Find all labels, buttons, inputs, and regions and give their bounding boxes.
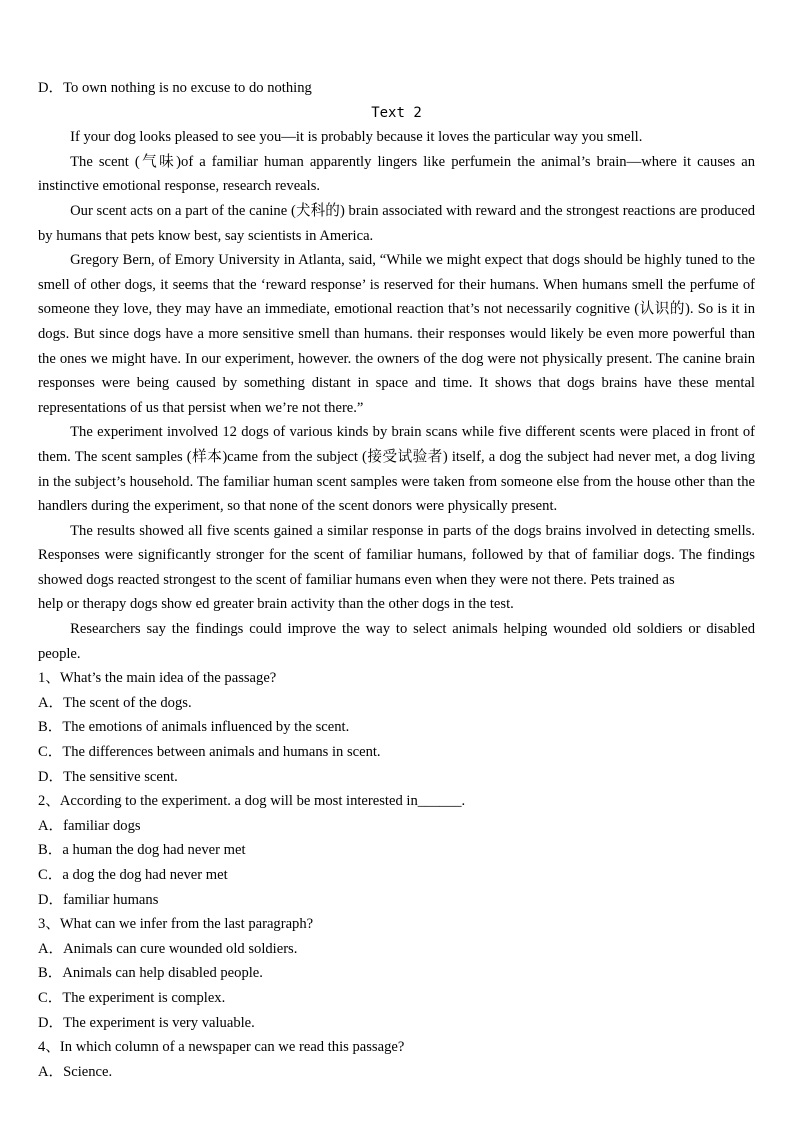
question-2-option-d: D．familiar humans xyxy=(38,891,159,908)
paragraph-1: If your dog looks pleased to see you—it is probably because it loves the particular way you smell. xyxy=(70,129,643,146)
question-2-option-b: B．a human the dog had never met xyxy=(38,842,246,859)
passage-title: Text 2 xyxy=(371,104,422,121)
question-2-stem: 2、According to the experiment. a dog will be most interested in______. xyxy=(38,793,466,810)
question-2-option-a: A．familiar dogs xyxy=(38,817,141,834)
paragraph-2: The scent (气味)of a familiar human apparently lingers like perfumein the animal’s brain—where it causes an instinctive emotional response, research reveals. xyxy=(38,153,755,195)
question-3-option-d: D．The experiment is very valuable. xyxy=(38,1014,255,1031)
paragraph-6-continuation: help or therapy dogs show ed greater brain activity than the other dogs in the test. xyxy=(38,596,514,613)
question-3 xyxy=(38,912,755,1035)
question-1-stem: 1、What’s the main idea of the passage? xyxy=(38,670,277,687)
question-4-stem: 4、In which column of a newspaper can we read this passage? xyxy=(38,1039,405,1056)
question-3-option-b: B．Animals can help disabled people. xyxy=(38,965,263,982)
question-1 xyxy=(38,666,755,789)
question-3-option-a: A．Animals can cure wounded old soldiers. xyxy=(38,940,298,957)
question-2-option-c: C．a dog the dog had never met xyxy=(38,867,228,883)
question-1-option-b: B．The emotions of animals influenced by the scent. xyxy=(38,719,350,736)
question-2 xyxy=(38,789,755,912)
question-3-stem: 3、What can we infer from the last paragraph? xyxy=(38,916,314,933)
paragraph-3: Our scent acts on a part of the canine (犬科的) brain associated with reward and the strongest reactions are produced by humans that pets know best, say scientists in America. xyxy=(38,202,755,244)
paragraph-4: Gregory Bern, of Emory University in Atlanta, said, “While we might expect that dogs should be highly tuned to the smell of other dogs, it seems that the ‘reward response’ is reserved for their humans. When humans smell the perfume of someone they love, they may have an immediate, emotional reaction that’s not necessarily cognitive (认识的). So is it in dogs. But since dogs have a more sensitive smell than humans. their responses would likely be even more powerful than the ones we might have. In our experiment, however. the owners of the dog were not physically present. The canine brain responses were being caused by something distant in space and time. It shows that dogs brains have these mental representations of us that persist when we’re not there.” xyxy=(38,252,755,416)
question-1-option-d: D．The sensitive scent. xyxy=(38,768,178,785)
question-1-option-a: A．The scent of the dogs. xyxy=(38,694,192,711)
question-4-option-a: A．Science. xyxy=(38,1063,113,1080)
question-4 xyxy=(38,1035,755,1084)
paragraph-5: The experiment involved 12 dogs of various kinds by brain scans while five different scents were placed in front of them. The scent samples (样本)came from the subject (接受试验者) itself, a dog the subject had never met, a dog living in the subject’s household. The familiar human scent samples were taken from someone else from the house other than the handlers during the experiment, so that none of the scent donors were physically present. xyxy=(38,424,755,515)
question-1-option-c: C．The differences between animals and humans in scent. xyxy=(38,744,381,761)
paragraph-7: Researchers say the findings could improve the way to select animals helping wounded old soldiers or disabled people. xyxy=(38,621,755,662)
paragraph-6: The results showed all five scents gained a similar response in parts of the dogs brains involved in detecting smells. Responses were significantly stronger for the scent of familiar humans, followed by that of familiar dogs. The findings showed dogs reacted strongest to the scent of familiar humans even when they were not there. Pets trained as xyxy=(38,522,755,588)
question-3-option-c: C．The experiment is complex. xyxy=(38,989,226,1006)
previous-question-option-d: D．To own nothing is no excuse to do nothing xyxy=(38,80,312,96)
